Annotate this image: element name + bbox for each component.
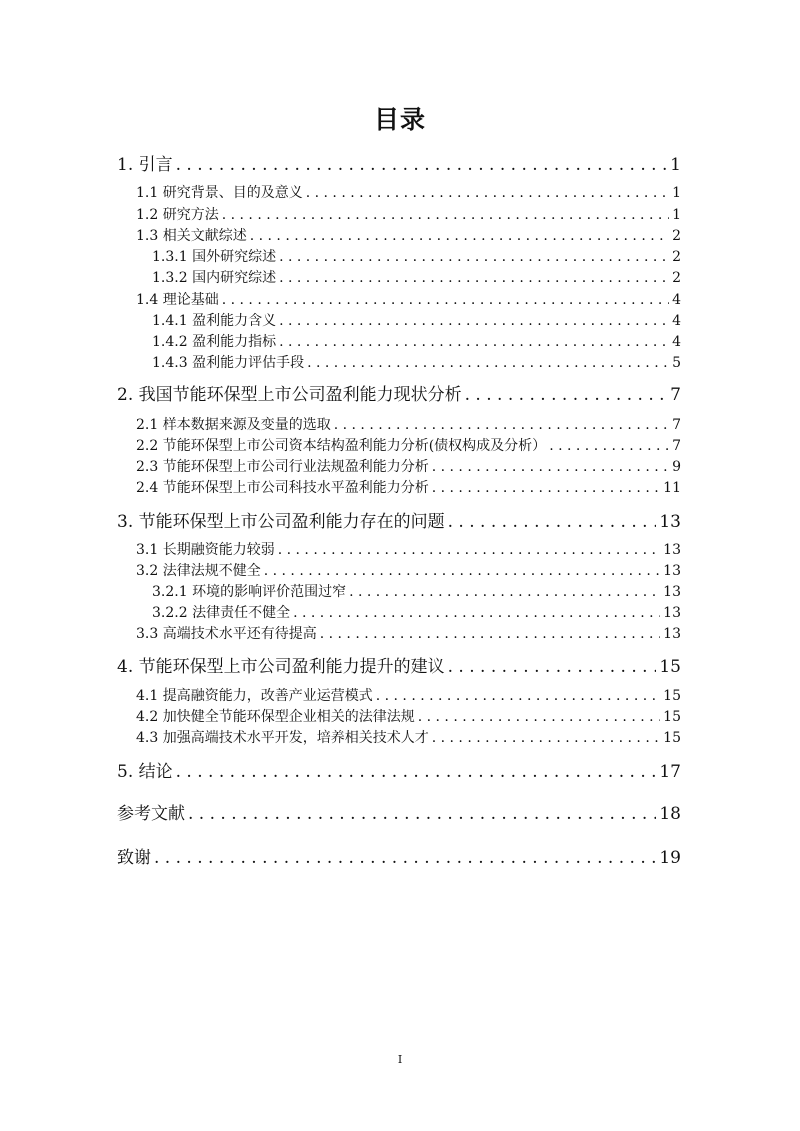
- toc-leader: [320, 626, 660, 642]
- toc-label: 2.2 节能环保型上市公司资本结构盈利能力分析(债权构成及分析）: [136, 438, 547, 454]
- toc-leader: [222, 292, 669, 308]
- toc-leader: [376, 688, 660, 704]
- toc-leader: [418, 709, 660, 725]
- toc-entry-1-3-2[interactable]: [152, 267, 681, 287]
- toc-page: 1: [672, 185, 681, 201]
- toc-leader: [432, 459, 669, 475]
- toc-page: 15: [663, 730, 681, 746]
- toc-leader: [278, 542, 660, 558]
- toc-page: 4: [672, 313, 681, 329]
- toc-leader: [465, 385, 668, 405]
- toc-label: 1.3.1 国外研究综述: [152, 249, 277, 265]
- toc-label: 1. 引言: [117, 155, 173, 175]
- toc-entry-3-2-2[interactable]: [152, 602, 681, 622]
- toc-page: 13: [663, 563, 681, 579]
- toc-label: 1.4.1 盈利能力含义: [152, 313, 277, 329]
- toc-leader: [279, 334, 669, 350]
- toc-page: 15: [663, 709, 681, 725]
- toc-page: 7: [670, 385, 681, 405]
- toc-page: 2: [672, 249, 681, 265]
- toc-page: 1: [672, 207, 681, 223]
- toc-entry-2-2[interactable]: [136, 435, 681, 455]
- toc-entry-1-3-1[interactable]: [152, 246, 681, 266]
- toc-label: 4.3 加强高端技术水平开发，培养相关技术人才: [136, 730, 429, 746]
- toc-leader: [279, 270, 669, 286]
- toc-leader: [432, 480, 660, 496]
- toc-page: 7: [672, 438, 681, 454]
- toc-page: 1: [670, 155, 681, 175]
- toc-leader: [154, 848, 656, 868]
- toc-label: 2. 我国节能环保型上市公司盈利能力现状分析: [117, 385, 462, 405]
- toc-entry-4-3[interactable]: [136, 727, 681, 747]
- toc-entry-1-2[interactable]: [136, 204, 681, 224]
- toc-leader: [349, 584, 660, 600]
- toc-label: 1.3 相关文献综述: [136, 228, 247, 244]
- toc-leader: [222, 207, 669, 223]
- toc-label: 2.3 节能环保型上市公司行业法规盈利能力分析: [136, 459, 429, 475]
- toc-leader: [448, 657, 657, 677]
- toc-entry-3-3[interactable]: [136, 623, 681, 643]
- toc-label: 1.4.2 盈利能力指标: [152, 334, 277, 350]
- toc-label: 1.2 研究方法: [136, 207, 219, 223]
- toc-leader: [432, 730, 660, 746]
- toc-leader: [448, 512, 657, 532]
- toc-label: 1.4.3 盈利能力评估手段: [152, 355, 305, 371]
- toc-leader: [307, 355, 669, 371]
- toc-leader: [250, 228, 669, 244]
- toc-label: 3.2.2 法律责任不健全: [152, 605, 291, 621]
- toc-page: 5: [672, 355, 681, 371]
- toc-label: 3.2.1 环境的影响评价范围过窄: [152, 584, 347, 600]
- toc-entry-3-2[interactable]: [136, 560, 681, 580]
- toc-leader: [176, 155, 668, 175]
- toc-entry-4-2[interactable]: [136, 706, 681, 726]
- toc-entry-2-4[interactable]: [136, 477, 681, 497]
- footer-page-number: I: [397, 1053, 403, 1066]
- toc-label: 3. 节能环保型上市公司盈利能力存在的问题: [117, 512, 445, 532]
- toc-entry-2[interactable]: [117, 380, 681, 405]
- toc-leader: [264, 563, 660, 579]
- toc-label: 4.1 提高融资能力，改善产业运营模式: [136, 688, 373, 704]
- toc-entry-1-1[interactable]: [136, 182, 681, 202]
- toc-leader: [279, 249, 669, 265]
- toc-entry-5[interactable]: [117, 757, 681, 782]
- toc-page: 13: [663, 605, 681, 621]
- toc-page: 11: [663, 480, 681, 496]
- toc-page: 9: [672, 459, 681, 475]
- toc-label: 4.2 加快健全节能环保型企业相关的法律法规: [136, 709, 415, 725]
- toc-page: 2: [672, 270, 681, 286]
- toc-entry-4-1[interactable]: [136, 685, 681, 705]
- toc-label: 2.1 样本数据来源及变量的选取: [136, 417, 331, 433]
- toc-page: 17: [659, 762, 681, 782]
- toc-label: 3.3 高端技术水平还有待提高: [136, 626, 317, 642]
- page-title: 目录: [373, 105, 426, 134]
- toc-page: 18: [659, 804, 681, 824]
- toc-label: 1.1 研究背景、目的及意义: [136, 185, 303, 201]
- toc-leader: [334, 417, 669, 433]
- toc-entry-3-1[interactable]: [136, 539, 681, 559]
- toc-page: 4: [672, 292, 681, 308]
- toc-label: 3.1 长期融资能力较弱: [136, 542, 275, 558]
- toc-leader: [279, 313, 669, 329]
- toc-label: 参考文献: [117, 804, 185, 824]
- toc-label: 2.4 节能环保型上市公司科技水平盈利能力分析: [136, 480, 429, 496]
- toc-entry-1-4[interactable]: [136, 289, 681, 309]
- toc-page: 15: [663, 688, 681, 704]
- toc-label: 1.4 理论基础: [136, 292, 219, 308]
- toc-leader: [549, 438, 669, 454]
- toc-leader: [176, 762, 657, 782]
- toc-leader: [293, 605, 660, 621]
- toc-entry-1-3[interactable]: [136, 225, 681, 245]
- toc-page: 13: [663, 626, 681, 642]
- toc-entry-1-4-1[interactable]: [152, 310, 681, 330]
- toc-label: 1.3.2 国内研究综述: [152, 270, 277, 286]
- toc-entry-1-4-3[interactable]: [152, 352, 681, 372]
- toc-leader: [188, 804, 656, 824]
- toc-page: 15: [659, 657, 681, 677]
- toc-page: 13: [663, 584, 681, 600]
- toc-entry-4[interactable]: [117, 652, 681, 677]
- toc-entry-references[interactable]: [117, 799, 681, 824]
- toc-leader: [306, 185, 669, 201]
- toc-entry-2-3[interactable]: [136, 456, 681, 476]
- toc-label: 5. 结论: [117, 762, 173, 782]
- toc-page: 4: [672, 334, 681, 350]
- toc-label: 致谢: [117, 848, 151, 868]
- toc-page: 19: [659, 848, 681, 868]
- toc-entry-1-4-2[interactable]: [152, 331, 681, 351]
- toc-label: 4. 节能环保型上市公司盈利能力提升的建议: [117, 657, 445, 677]
- toc-page: 7: [672, 417, 681, 433]
- toc-page: 2: [672, 228, 681, 244]
- toc-entry-2-1[interactable]: [136, 414, 681, 434]
- toc-entry-3[interactable]: [117, 507, 681, 532]
- toc-label: 3.2 法律法规不健全: [136, 563, 261, 579]
- toc-page: 13: [663, 542, 681, 558]
- toc-page: 13: [659, 512, 681, 532]
- toc-entry-acknowledgements[interactable]: [117, 843, 681, 868]
- toc-entry-1[interactable]: [117, 150, 681, 175]
- toc-entry-3-2-1[interactable]: [152, 581, 681, 601]
